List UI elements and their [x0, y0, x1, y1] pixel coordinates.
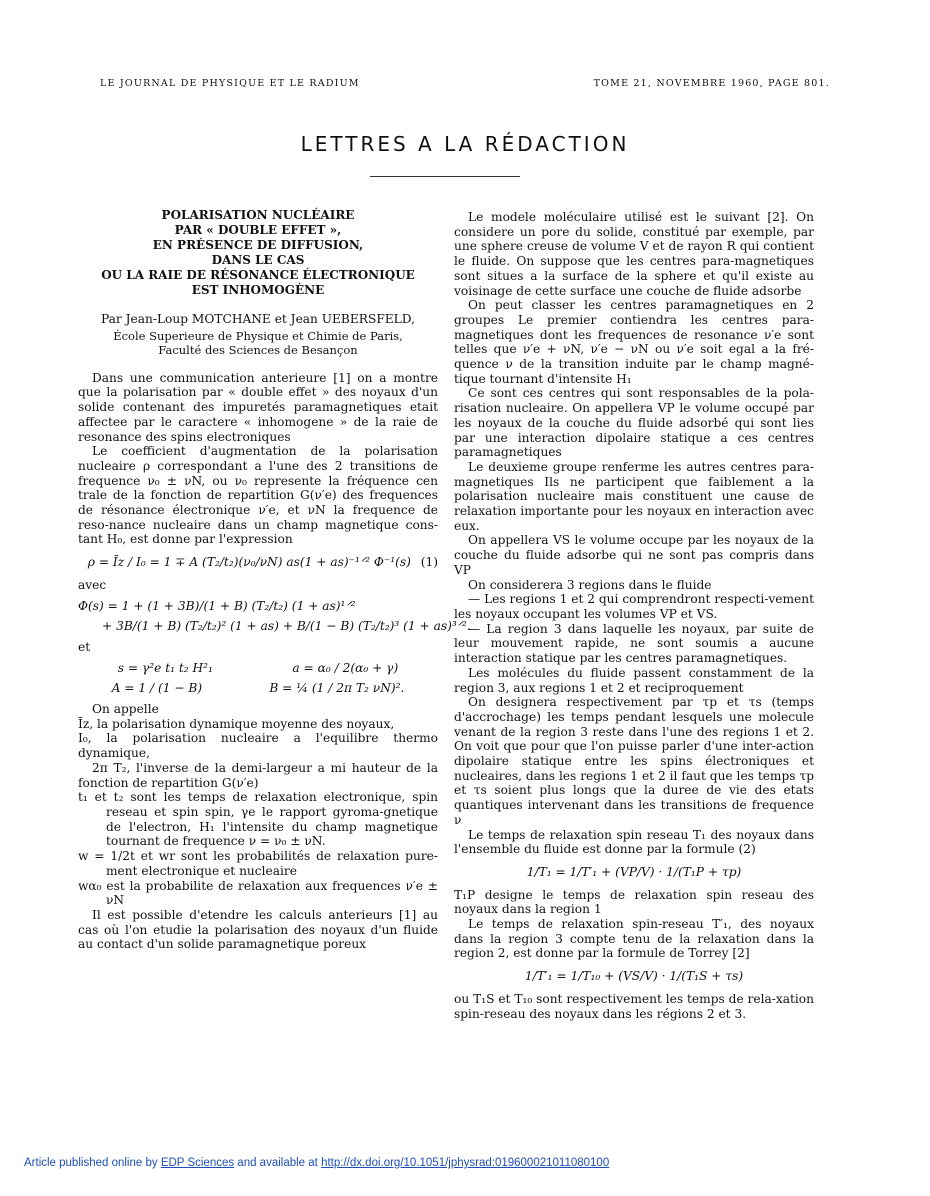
paragraph: Le temps de relaxation spin-reseau T′₁, des noyaux dans la region 3 compte tenu de la relaxation dans la region 2, est donne par la formule de Torrey [2]: [454, 917, 814, 961]
equation-body: s = γ²e t₁ t₂ H²₁: [117, 660, 213, 675]
equation-4: [78, 681, 438, 696]
paragraph: Le deuxieme groupe renferme les autres centres para-magnetiques Ils ne participent que faiblement a la polarisation nucleaire mais constituent une cause de relaxation importante pour les noyaux en interaction avec eux.: [454, 459, 814, 533]
equation-body: A = 1 / (1 − B): [111, 681, 203, 696]
article-title-line: OU LA RAIE DE RÉSONANCE ÉLECTRONIQUE: [101, 268, 415, 282]
equation-body: ρ = Īz / I₀ = 1 ∓ A (T₂/t₂)(ν₀/νN) as(1 + as)⁻¹ᐟ² Φ⁻¹(s): [87, 555, 411, 570]
affiliation: [78, 329, 438, 357]
paragraph: On peut classer les centres paramagnetiques en 2 groupes Le premier contiendra les centres para-magnetiques dont les frequences de resonance ν′e sont telles que ν′e + νN, ν′e − νN ou ν′e soit egal a la fré-quence ν de la transition induite par le champ magné-tique tournant d'intensite H₁: [454, 298, 814, 386]
paragraph: Le coefficient d'augmentation de la polarisation nucleaire ρ correspondant a l'une des 2 transitions de frequence ν₀ ± νN, ou ν₀ represente la fréquence cen trale de la fonction de repartition G(ν′e) des frequences de résonance électronique ν′e, et νN la frequence de reso-nance nucleaire dans un champ magnetique cons-tant H₀, est donne par l'expression: [78, 444, 438, 547]
paragraph: On appelle: [92, 702, 159, 717]
title-divider: [370, 176, 520, 177]
definition: 2π T₂, l'inverse de la demi-largeur a mi hauteur de la fonction de repartition G(ν′e): [78, 760, 438, 790]
left-column: [78, 204, 471, 952]
doi-link[interactable]: http://dx.doi.org/10.1051/jphysrad:019600021011080100: [321, 1157, 610, 1169]
byline: Par Jean-Loup MOTCHANE et Jean UEBERSFELD,: [101, 312, 415, 326]
definition: w = 1/2t et wr sont les probabilités de relaxation pure-ment electronique et nucleaire: [78, 849, 438, 878]
equation-5: 1/T₁ = 1/T′₁ + (VP/V) · 1/(T₁P + τp): [526, 864, 742, 879]
equation-3: [78, 661, 438, 676]
affiliation-line: Faculté des Sciences de Besançon: [158, 342, 358, 357]
article-title-line: DANS LE CAS: [211, 253, 305, 267]
article-title-line: POLARISATION NUCLÉAIRE: [161, 208, 355, 222]
edp-sciences-link[interactable]: EDP Sciences: [160, 1157, 235, 1169]
equation-2a: Φ(s) = 1 + (1 + 3B)/(1 + B) (T₂/t₂) (1 + as)¹ᐟ²: [78, 598, 356, 613]
definition: Īz, la polarisation dynamique moyenne des noyaux,: [78, 716, 395, 731]
paragraph: On considerera 3 regions dans le fluide: [468, 577, 712, 592]
paragraph: Il est possible d'etendre les calculs anterieurs [1] au cas où l'on etudie la polarisation des noyaux d'un fluide au contact d'un solide paramagnetique poreux: [78, 907, 438, 952]
equation-2b: + 3B/(1 + B) (T₂/t₂)² (1 + as) + B/(1 − B) (T₂/t₂)³ (1 + as)³ᐟ².: [102, 619, 471, 634]
journal-name: LE JOURNAL DE PHYSIQUE ET LE RADIUM: [100, 78, 360, 89]
publication-footer: [24, 1157, 609, 1169]
affiliation-line: École Superieure de Physique et Chimie de Paris,: [113, 328, 403, 343]
equation-body: B = ¼ (1 / 2π T₂ νN)².: [269, 681, 405, 696]
paragraph: Les molécules du fluide passent constamment de la region 3, aux regions 1 et 2 et reciproquement: [454, 665, 814, 695]
section-title: LETTRES A LA RÉDACTION: [300, 132, 630, 156]
equation-body: a = α₀ / 2(α₀ + γ): [292, 660, 399, 675]
definition: I₀, la polarisation nucleaire a l'equilibre thermo dynamique,: [78, 731, 438, 761]
paragraph: On designera respectivement par τp et τs (temps d'accrochage) les temps pendant lesquels une molecule venant de la region 3 reste dans l'une des regions 1 et 2. On voit que pour que l'on puisse parler d'une inter-action dipolaire statique entre les spins électroniques et nucleaires, dans les regions 1 et 2 il faut que les temps τp et τs soient plus longs que la duree de vie des etats quantiques intervenant dans les transitions de frequence ν: [454, 695, 814, 827]
definition: t₁ et t₂ sont les temps de relaxation electronique, spin reseau et spin spin, γe le rapport gyroma-gnetique de l'electron, H₁ l'intensite du champ magnetique tournant de frequence ν = ν₀ ± νN.: [78, 790, 438, 849]
paragraph: avec: [78, 577, 107, 592]
article-title-line: EN PRÉSENCE DE DIFFUSION,: [152, 238, 364, 252]
footer-text: and available at: [234, 1157, 322, 1169]
article-title: [78, 208, 438, 298]
paragraph: Ce sont ces centres qui sont responsables de la pola-risation nucleaire. On appellera VP le volume occupé par les noyaux de la couche du fluide adsorbé qui sont lies par une interaction dipolaire statique a ces centres paramagnetiques: [454, 386, 814, 460]
paragraph: T₁P designe le temps de relaxation spin reseau des noyaux dans la region 1: [454, 887, 814, 917]
issue-info: TOME 21, NOVEMBRE 1960, PAGE 801.: [593, 78, 830, 89]
running-head: [100, 78, 830, 94]
article-title-line: PAR « DOUBLE EFFET »,: [174, 223, 342, 237]
footer-text: Article published online by: [24, 1157, 161, 1169]
paragraph: Dans une communication anterieure [1] on a montre que la polarisation par « double effet » des noyaux d'un solide contenant des impuretés paramagnetiques etait affectee par le caractere « inhomogene » de la raie de resonance des spins electroniques: [78, 370, 438, 444]
equation-number: (1): [420, 555, 438, 570]
article-title-line: EST INHOMOGÈNE: [191, 283, 325, 297]
paragraph: Le modele moléculaire utilisé est le suivant [2]. On considere un pore du solide, constitué par exemple, par une sphere creuse de volume V et de rayon R qui contient le fluide. On suppose que les centres para-magnetiques sont situes a la surface de la sphere et qu'il existe au voisinage de cette surface une couche de fluide adsorbe: [454, 210, 814, 298]
equation-6: 1/T′₁ = 1/T₁₀ + (VS/V) · 1/(T₁S + τs): [524, 969, 744, 984]
paragraph: On appellera VS le volume occupe par les noyaux de la couche du fluide adsorbe qui ne sont pas compris dans VP: [454, 533, 814, 577]
paragraph: — La region 3 dans laquelle les noyaux, par suite de leur mouvement rapide, ne sont soumis a aucune interaction statique par les centres paramagnetiques.: [454, 621, 814, 666]
paragraph: — Les regions 1 et 2 qui comprendront respecti-vement les noyaux occupant les volumes VP et VS.: [454, 592, 814, 621]
paragraph: et: [78, 639, 91, 654]
right-column: [454, 210, 814, 1021]
paragraph: ou T₁S et T₁₀ sont respectivement les temps de rela-xation spin-reseau des noyaux dans les régions 2 et 3.: [454, 991, 814, 1021]
definition: wα₀ est la probabilite de relaxation aux frequences ν′e ± νN: [78, 878, 438, 908]
paragraph: Le temps de relaxation spin reseau T₁ des noyaux dans l'ensemble du fluide est donne par la formule (2): [454, 827, 814, 857]
equation-1: [78, 555, 438, 570]
